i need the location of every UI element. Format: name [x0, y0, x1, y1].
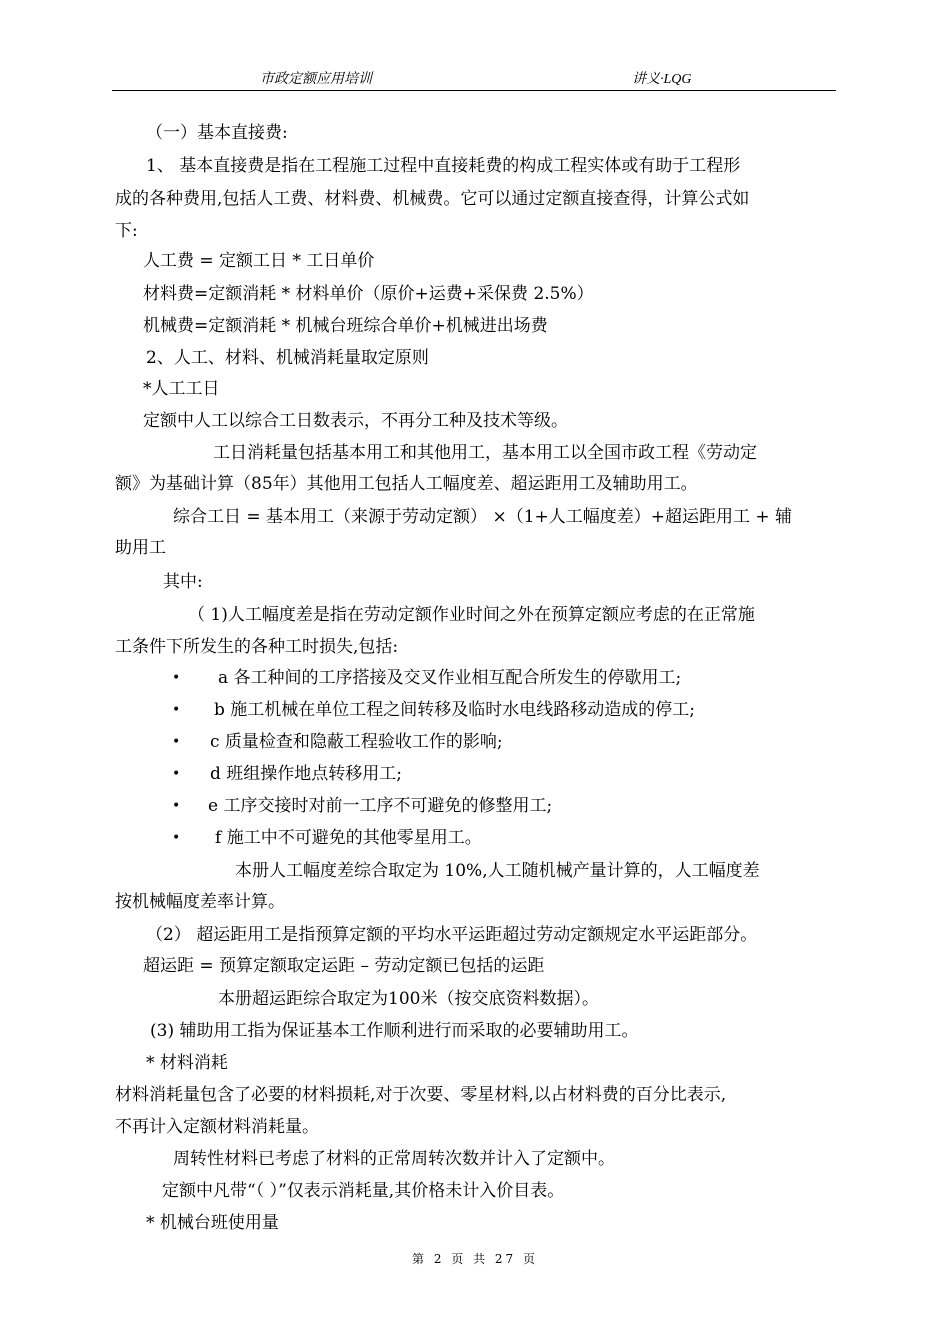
formula-line: 综合工日 = 基本用工（来源于劳动定额） ×（1+人工幅度差）+超运距用工 + 辅: [173, 507, 793, 527]
paragraph-line: 定额中人工以综合工日数表示，不再分工种及技术等级。: [143, 411, 568, 431]
paragraph-line: 助用工: [115, 538, 166, 558]
paragraph-line: 其中:: [163, 572, 203, 592]
header-course-title: 市政定额应用培训: [260, 72, 372, 87]
paragraph-line: 定额中凡带“（ ）”仅表示消耗量,其价格未计入价目表。: [162, 1181, 565, 1201]
list-item: d 班组操作地点转移用工;: [210, 764, 403, 784]
formula-line: 超运距 = 预算定额取定运距 – 劳动定额已包括的运距: [143, 956, 545, 976]
bullet-icon: •: [172, 734, 181, 750]
paragraph-line: 按机械幅度差率计算。: [115, 892, 285, 912]
list-item: c 质量检查和隐蔽工程验收工作的影响;: [210, 732, 503, 752]
section-heading: （一）基本直接费:: [146, 123, 288, 143]
paragraph-line: （ 1)人工幅度差是指在劳动定额作业时间之外在预算定额应考虑的在正常施: [188, 605, 755, 625]
bullet-icon: •: [172, 702, 181, 718]
list-item: e 工序交接时对前一工序不可避免的修整用工;: [208, 796, 553, 816]
paragraph-line: 成的各种费用,包括人工费、材料费、机械费。它可以通过定额直接查得，计算公式如: [115, 189, 750, 209]
paragraph-line: 下:: [115, 221, 138, 241]
formula-line: 材料费=定额消耗 * 材料单价（原价+运费+采保费 2.5%）: [143, 284, 594, 304]
subheading: *人工工日: [143, 379, 220, 399]
subheading: * 机械台班使用量: [146, 1213, 279, 1233]
bullet-icon: •: [172, 766, 181, 782]
paragraph-line: 本册超运距综合取定为100米（按交底资料数据）。: [218, 989, 599, 1009]
paragraph-line: 额》为基础计算（85年）其他用工包括人工幅度差、超运距用工及辅助用工。: [115, 474, 698, 494]
bullet-icon: •: [172, 670, 181, 686]
page-header: [112, 64, 836, 91]
paragraph-line: 1、 基本直接费是指在工程施工过程中直接耗费的构成工程实体或有助于工程形: [146, 156, 741, 176]
formula-line: 人工费 = 定额工日 * 工日单价: [143, 251, 375, 271]
formula-line: 机械费=定额消耗 * 机械台班综合单价+机械进出场费: [143, 316, 548, 336]
paragraph-line: 材料消耗量包含了必要的材料损耗,对于次要、零星材料,以占材料费的百分比表示,: [115, 1085, 727, 1105]
subheading: * 材料消耗: [146, 1053, 228, 1073]
paragraph-line: (3) 辅助用工指为保证基本工作顺利进行而采取的必要辅助用工。: [150, 1021, 639, 1041]
subheading: 2、人工、材料、机械消耗量取定原则: [146, 348, 429, 368]
bullet-icon: •: [172, 830, 181, 846]
paragraph-line: （2） 超运距用工是指预算定额的平均水平运距超过劳动定额规定水平运距部分。: [146, 925, 758, 945]
paragraph-line: 本册人工幅度差综合取定为 10%,人工随机械产量计算的，人工幅度差: [235, 861, 760, 881]
list-item: b 施工机械在单位工程之间转移及临时水电线路移动造成的停工;: [214, 700, 696, 720]
header-handout-label: 讲义·LQG: [632, 72, 692, 87]
list-item: f 施工中不可避免的其他零星用工。: [215, 828, 482, 848]
list-item: a 各工种间的工序搭接及交叉作业相互配合所发生的停歇用工;: [218, 668, 682, 688]
paragraph-line: 工条件下所发生的各种工时损失,包括:: [115, 637, 399, 657]
page-number: 第 2 页 共 27 页: [412, 1252, 538, 1266]
paragraph-line: 工日消耗量包括基本用工和其他用工，基本用工以全国市政工程《劳动定: [213, 443, 757, 463]
bullet-icon: •: [172, 798, 181, 814]
paragraph-line: 周转性材料已考虑了材料的正常周转次数并计入了定额中。: [173, 1149, 615, 1169]
paragraph-line: 不再计入定额材料消耗量。: [115, 1117, 319, 1137]
